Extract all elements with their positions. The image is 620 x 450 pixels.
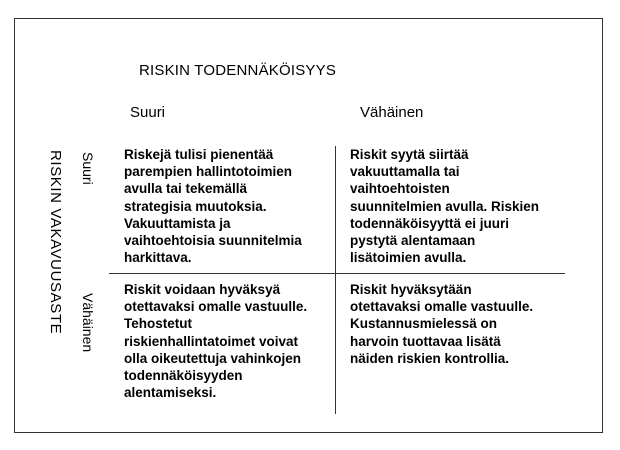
cell-text-line: avulla tai tekemällä xyxy=(124,181,248,197)
cell-text-line: olla oikeutettuja vahinkojen xyxy=(124,350,302,366)
horizontal-divider xyxy=(109,273,565,274)
cell-text-line: näiden riskien kontrollia. xyxy=(350,350,510,366)
cell-text-line: Riskit voidaan hyväksyä xyxy=(124,282,281,297)
cell-text-line: Riskit hyväksytään xyxy=(350,282,472,297)
cell-text-line: parempien hallintotoimien xyxy=(124,164,293,180)
severity-axis-title: RISKIN VAKAVUUSASTE xyxy=(47,150,64,335)
probability-axis-title: RISKIN TODENNÄKÖISYYS xyxy=(139,62,337,79)
cell-text-line: Tehostetut xyxy=(124,316,192,332)
cell-text-line: Riskejä tulisi pienentää xyxy=(124,147,274,162)
cell-text-line: vakuuttamalla tai xyxy=(350,164,460,180)
cell-text-line: pystytä alentamaan xyxy=(350,233,476,249)
column-header-low: Vähäinen xyxy=(360,104,424,121)
cell-text-line: otettavaksi omalle vastuulle. xyxy=(124,299,308,315)
cell-text-line: todennäköisyyttä ei juuri xyxy=(350,215,510,231)
cell-text-line: otettavaksi omalle vastuulle. xyxy=(350,299,534,315)
cell-low-severity-low-probability xyxy=(350,281,533,367)
row-header-low: Vähäinen xyxy=(80,293,96,353)
cell-text-line: vaihtoehtoisia suunnitelmia xyxy=(124,233,302,249)
column-header-high: Suuri xyxy=(130,104,166,121)
cell-text-line: todennäköisyyden xyxy=(124,368,243,384)
cell-text-line: riskienhallintatoimet voivat xyxy=(124,333,299,349)
cell-text-line: alentamiseksi. xyxy=(124,385,217,401)
cell-text-line: Riskit syytä siirtää xyxy=(350,147,469,162)
vertical-divider xyxy=(335,146,336,414)
cell-text-line: harkittava. xyxy=(124,250,192,266)
cell-high-severity-high-probability xyxy=(124,146,302,266)
cell-text-line: vaihtoehtoisten xyxy=(350,181,450,197)
cell-high-severity-low-probability xyxy=(350,146,539,266)
cell-low-severity-high-probability xyxy=(124,281,307,401)
cell-text-line: harvoin tuottavaa lisätä xyxy=(350,333,501,349)
cell-text-line: suunnitelmien avulla. Riskien xyxy=(350,198,540,214)
cell-text-line: lisätoimien avulla. xyxy=(350,250,467,266)
cell-text-line: strategisia muutoksia. xyxy=(124,198,267,214)
row-header-high: Suuri xyxy=(80,152,96,185)
cell-text-line: Vakuuttamista ja xyxy=(124,215,231,231)
cell-text-line: Kustannusmielessä on xyxy=(350,316,498,332)
